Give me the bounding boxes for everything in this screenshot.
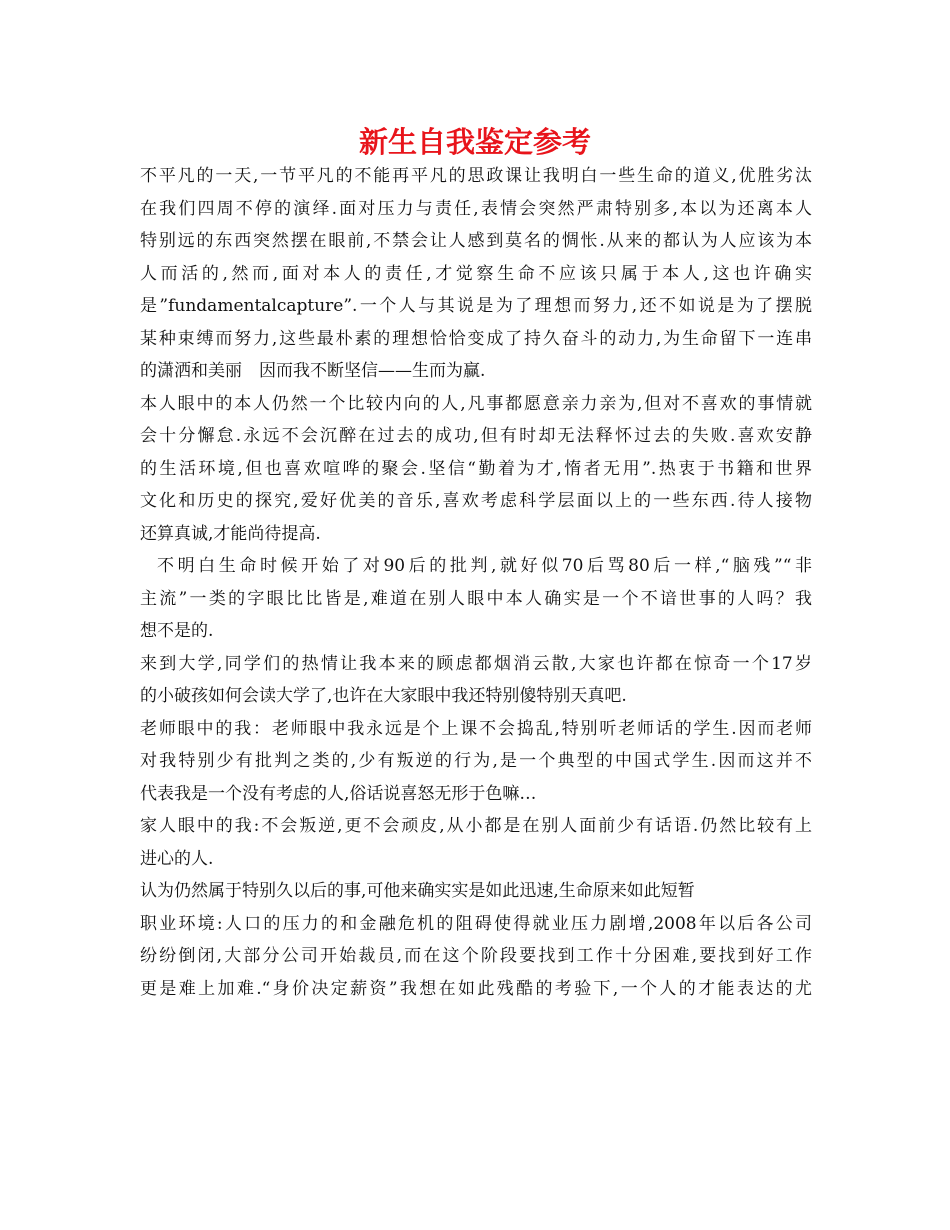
text-line: 纷纷倒闭,大部分公司开始裁员,而在这个阶段要找到工作十分困难,要找到好工作	[140, 946, 812, 966]
text-line: 对我特别少有批判之类的,少有叛逆的行为,是一个典型的中国式学生.因而这并不	[140, 751, 812, 771]
text-line: 某种束缚而努力,这些最朴素的理想恰恰变成了持久奋斗的动力,为生命留下一连串	[140, 328, 812, 349]
text-line: 不明白生命时候开始了对90后的批判,就好似70后骂80后一样,“脑残”“非	[157, 556, 812, 576]
text-line: 人而活的,然而,面对本人的责任,才觉察生命不应该只属于本人,这也许确实	[140, 263, 812, 284]
text-line: 是”fundamentalcapture”.一个人与其说是为了理想而努力,还不如说是为了摆脱	[140, 296, 812, 316]
text-line: 认为仍然属于特别久以后的事,可他来确实实是如此迅速,生命原来如此短暂	[140, 881, 695, 901]
text-line: 会十分懈怠.永远不会沉醉在过去的成功,但有时却无法释怀过去的失败.喜欢安静	[140, 426, 812, 446]
text-line: 老师眼中的我：老师眼中我永远是个上课不会捣乱,特别听老师话的学生.因而老师	[140, 718, 812, 739]
text-line: 还算真诚,才能尚待提高.	[140, 523, 321, 544]
text-line: 的生活环境,但也喜欢喧哗的聚会.坚信“勤着为才,惰者无用”.热衷于书籍和世界	[140, 458, 812, 479]
text-line: 代表我是一个没有考虑的人,俗话说喜怒无形于色嘛…	[140, 783, 537, 804]
text-line: 不平凡的一天,一节平凡的不能再平凡的思政课让我明白一些生命的道义,优胜劣汰	[140, 166, 812, 186]
text-line: 想不是的.	[140, 621, 214, 641]
document-body	[140, 160, 812, 1005]
text-line: 在我们四周不停的演绎.面对压力与责任,表情会突然严肃特别多,本以为还离本人	[140, 198, 812, 219]
document-title: 新生自我鉴定参考	[358, 125, 591, 159]
text-line: 本人眼中的本人仍然一个比较内向的人,凡事都愿意亲力亲为,但对不喜欢的事情就	[140, 393, 812, 414]
text-line: 职业环境:人口的压力的和金融危机的阻碍使得就业压力剧增,2008年以后各公司	[140, 913, 812, 934]
text-line: 特别远的东西突然摆在眼前,不禁会让人感到莫名的惆怅.从来的都认为人应该为本	[140, 231, 812, 251]
text-line: 的小破孩如何会读大学了,也许在大家眼中我还特别傻特别天真吧.	[140, 686, 627, 706]
text-line: 来到大学,同学们的热情让我本来的顾虑都烟消云散,大家也许都在惊奇一个17岁	[140, 653, 812, 674]
text-line: 进心的人.	[140, 848, 214, 869]
text-line: 更是难上加难.“身价决定薪资”我想在如此残酷的考验下,一个人的才能表达的尤	[140, 978, 812, 999]
text-line: 主流”一类的字眼比比皆是,难道在别人眼中本人确实是一个不谙世事的人吗？我	[140, 588, 812, 609]
text-line: 家人眼中的我:不会叛逆,更不会顽皮,从小都是在别人面前少有话语.仍然比较有上	[140, 816, 812, 836]
text-line: 文化和历史的探究,爱好优美的音乐,喜欢考虑科学层面以上的一些东西.待人接物	[140, 491, 812, 511]
text-line: 的潇洒和美丽 因而我不断坚信——生而为赢.	[140, 361, 486, 381]
